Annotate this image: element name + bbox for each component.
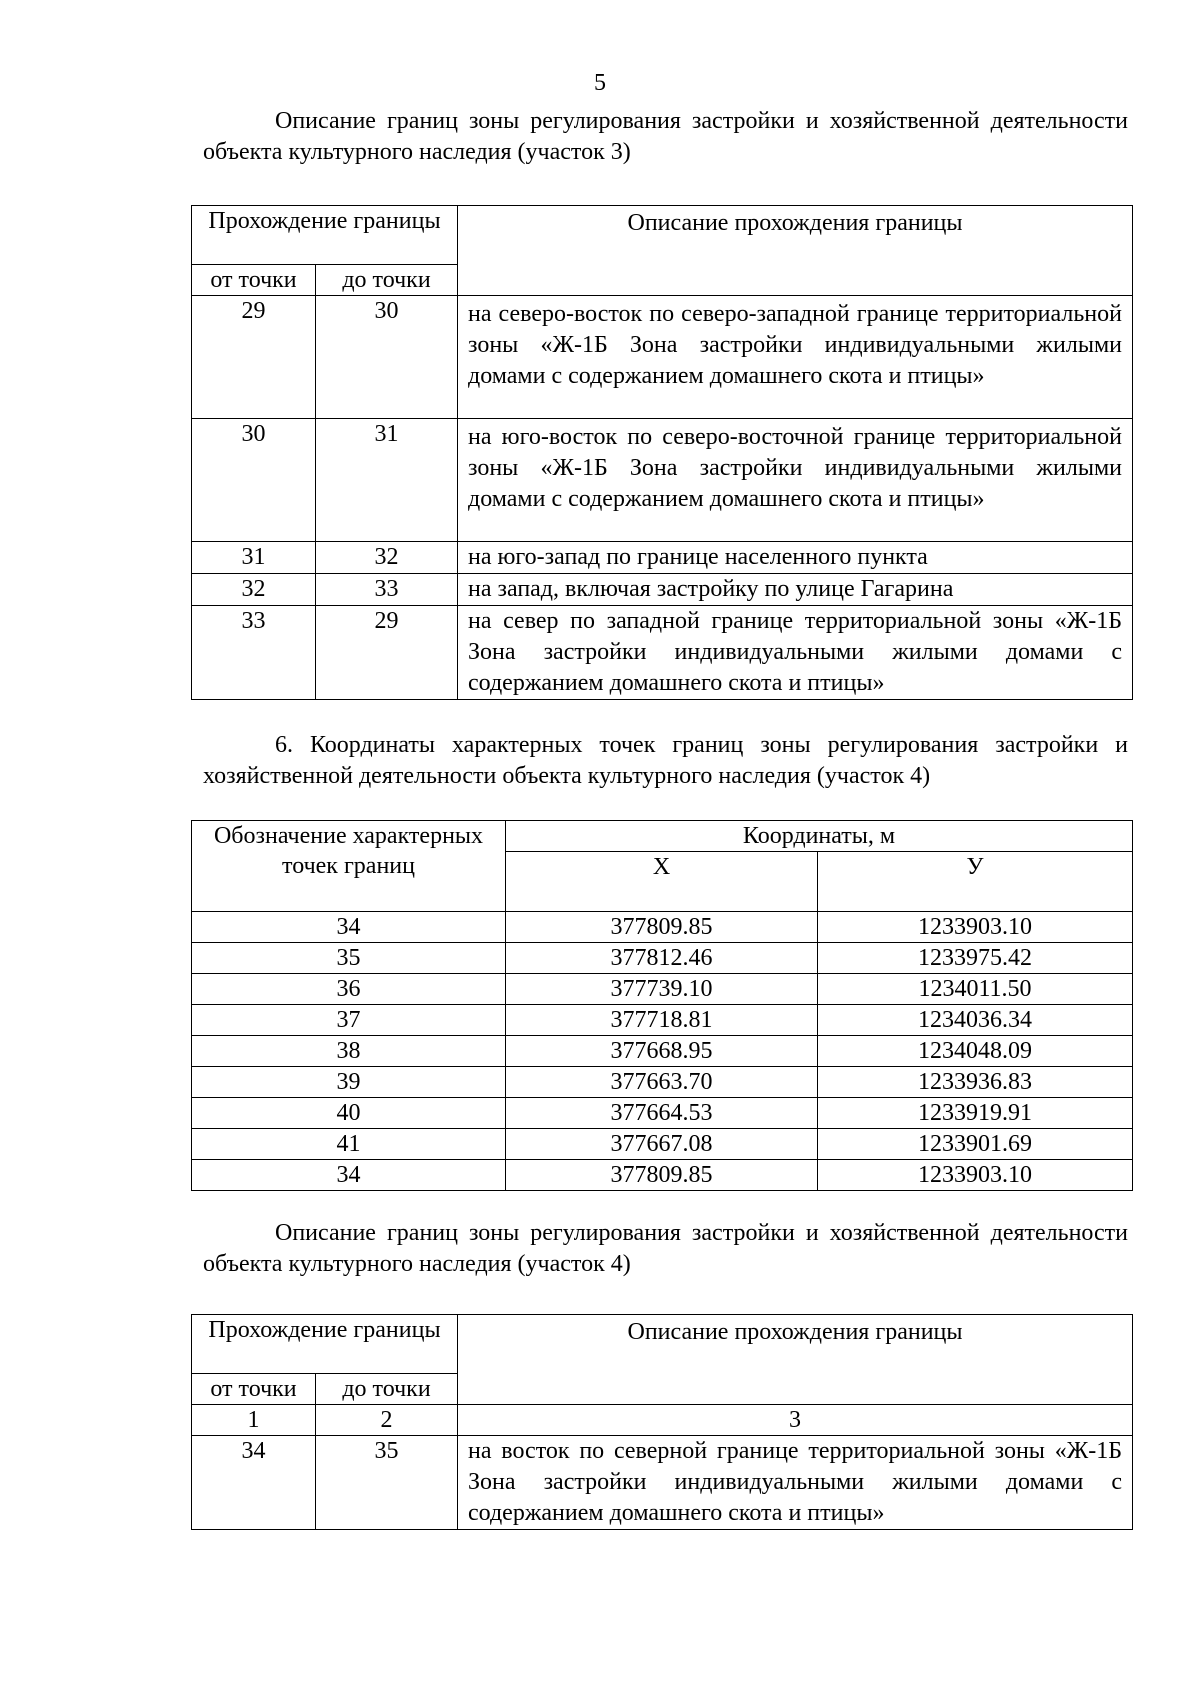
cell-point: 40 [192, 1098, 506, 1129]
section1-title: Описание границ зоны регулирования застройки и хозяйственной деятельности объекта культурного наследия (участок 3) [203, 108, 1128, 165]
table-row [192, 574, 1133, 606]
header-to: до точки [316, 265, 458, 296]
cell-y: 1233975.42 [818, 943, 1133, 974]
header-description: Описание прохождения границы [458, 1315, 1133, 1405]
cell-x: 377718.81 [506, 1005, 818, 1036]
cell-x: 377668.95 [506, 1036, 818, 1067]
cell-y: 1234048.09 [818, 1036, 1133, 1067]
cell-y: 1233919.91 [818, 1098, 1133, 1129]
table-row [192, 943, 1133, 974]
header-passage: Прохождение границы [192, 206, 458, 265]
cell-point: 34 [192, 912, 506, 943]
table-row [192, 912, 1133, 943]
boundary-table-plot3 [191, 205, 1133, 700]
page-number: 5 [594, 70, 606, 96]
cell-to: 33 [316, 574, 458, 606]
coordinates-table-plot4 [191, 820, 1133, 1191]
column-number-1: 1 [192, 1405, 316, 1436]
table-row [192, 542, 1133, 574]
cell-y: 1234011.50 [818, 974, 1133, 1005]
cell-x: 377809.85 [506, 912, 818, 943]
header-from: от точки [192, 1374, 316, 1405]
column-number-2: 2 [316, 1405, 458, 1436]
cell-point: 34 [192, 1160, 506, 1191]
cell-description: на запад, включая застройку по улице Гагарина [458, 574, 1133, 606]
header-from: от точки [192, 265, 316, 296]
cell-point: 41 [192, 1129, 506, 1160]
table-row [192, 974, 1133, 1005]
cell-y: 1233936.83 [818, 1067, 1133, 1098]
boundary-table-plot4 [191, 1314, 1133, 1530]
cell-x: 377667.08 [506, 1129, 818, 1160]
header-y: У [818, 852, 1133, 912]
cell-y: 1233903.10 [818, 912, 1133, 943]
table-row [192, 1129, 1133, 1160]
cell-to: 29 [316, 606, 458, 700]
cell-description: на север по западной границе территориальной зоны «Ж-1Б Зона застройки индивидуальными жилыми домами с содержанием домашнего скота и птицы» [458, 606, 1133, 700]
cell-to: 32 [316, 542, 458, 574]
cell-from: 33 [192, 606, 316, 700]
cell-x: 377809.85 [506, 1160, 818, 1191]
table-row [192, 1436, 1133, 1530]
header-passage: Прохождение границы [192, 1315, 458, 1374]
table-row [192, 606, 1133, 700]
header-x: X [506, 852, 818, 912]
cell-description: на юго-восток по северо-восточной границе территориальной зоны «Ж-1Б Зона застройки индивидуальными жилыми домами с содержанием домашнего скота и птицы» [458, 419, 1133, 542]
cell-y: 1234036.34 [818, 1005, 1133, 1036]
table-row [192, 419, 1133, 542]
table-row [192, 1098, 1133, 1129]
section2-title: 6. Координаты характерных точек границ зоны регулирования застройки и хозяйственной деятельности объекта культурного наследия (участок 4) [203, 732, 1128, 789]
table-row [192, 1160, 1133, 1191]
cell-y: 1233903.10 [818, 1160, 1133, 1191]
cell-point: 37 [192, 1005, 506, 1036]
cell-from: 29 [192, 296, 316, 419]
cell-from: 32 [192, 574, 316, 606]
cell-from: 31 [192, 542, 316, 574]
cell-to: 30 [316, 296, 458, 419]
cell-x: 377812.46 [506, 943, 818, 974]
table-row [192, 1005, 1133, 1036]
cell-x: 377739.10 [506, 974, 818, 1005]
header-description: Описание прохождения границы [458, 206, 1133, 296]
header-designation: Обозначение характерных точек границ [192, 821, 506, 912]
cell-point: 39 [192, 1067, 506, 1098]
cell-description: на восток по северной границе территориальной зоны «Ж-1Б Зона застройки индивидуальными жилыми домами с содержанием домашнего скота и птицы» [458, 1436, 1133, 1530]
cell-from: 30 [192, 419, 316, 542]
header-coordinates: Координаты, м [506, 821, 1133, 852]
cell-y: 1233901.69 [818, 1129, 1133, 1160]
header-to: до точки [316, 1374, 458, 1405]
cell-x: 377664.53 [506, 1098, 818, 1129]
section3-title: Описание границ зоны регулирования застройки и хозяйственной деятельности объекта культурного наследия (участок 4) [203, 1220, 1128, 1277]
cell-to: 31 [316, 419, 458, 542]
cell-point: 36 [192, 974, 506, 1005]
cell-to: 35 [316, 1436, 458, 1530]
cell-point: 35 [192, 943, 506, 974]
cell-x: 377663.70 [506, 1067, 818, 1098]
table-row [192, 1036, 1133, 1067]
column-number-3: 3 [458, 1405, 1133, 1436]
cell-from: 34 [192, 1436, 316, 1530]
cell-description: на юго-запад по границе населенного пункта [458, 542, 1133, 574]
table-row [192, 296, 1133, 419]
table-row [192, 1067, 1133, 1098]
cell-point: 38 [192, 1036, 506, 1067]
cell-description: на северо-восток по северо-западной границе территориальной зоны «Ж-1Б Зона застройки индивидуальными жилыми домами с содержанием домашнего скота и птицы» [458, 296, 1133, 419]
